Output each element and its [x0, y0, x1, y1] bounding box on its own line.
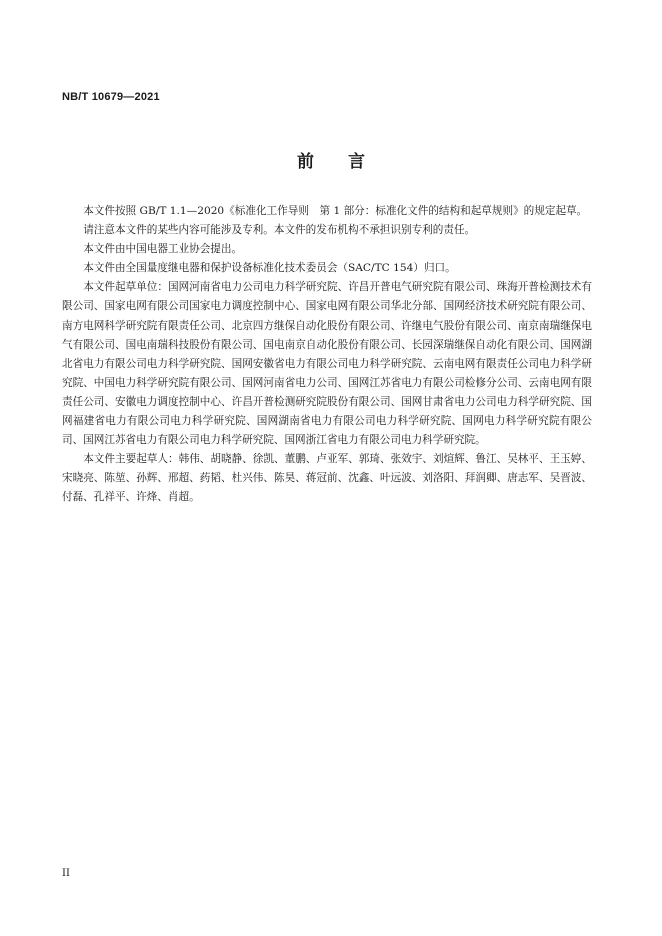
paragraph-drafters: 本文件主要起草人：韩伟、胡晓静、徐凯、董鹏、卢亚军、郭琦、张效宇、刘煊辉、鲁江、吴林平、王玉婷、宋晓亮、陈堃、孙辉、邢超、药韬、杜兴伟、陈昊、蒋冠前、沈鑫、叶远波、刘洛阳、拜润卿、唐志军、吴晋波、付磊、孔祥平、许烽、肖超。: [62, 453, 592, 504]
paragraph-patent-notice: 请注意本文件的某些内容可能涉及专利。本文件的发布机构不承担识别专利的责任。: [83, 224, 476, 237]
page-title: 前 言: [297, 152, 365, 172]
paragraph-committee: 本文件由全国量度继电器和保护设备标准化技术委员会（SAC/TC 154）归口。: [83, 262, 456, 275]
standard-number: NB/T 10679—2021: [62, 91, 160, 103]
paragraph-drafting-rules: 本文件按照 GB/T 1.1—2020《标准化工作导则 第 1 部分：标准化文件的结构和起草规则》的规定起草。: [83, 205, 588, 217]
foreword-body: [62, 202, 592, 508]
paragraph-drafting-units: 本文件起草单位：国网河南省电力公司电力科学研究院、许昌开普电气研究院有限公司、珠海开普检测技术有限公司、国家电网有限公司国家电力调度控制中心、国家电网有限公司华北分部、国网经济技术研究院有限公司、南方电网科学研究院有限责任公司、北京四方继保自动化股份有限公司、许继电气股份有限公司、南京南瑞继保电气有限公司、国电南瑞科技股份有限公司、国电南京自动化股份有限公司、长园深瑞继保自动化有限公司、国网湖北省电力有限公司电力科学研究院、国网安徽省电力有限公司电力科学研究院、云南电网有限责任公司电力科学研究院、中国电力科学研究院有限公司、国网河南省电力公司、国网江苏省电力有限公司检修分公司、云南电网有限责任公司、安徽电力调度控制中心、许昌开普检测研究院股份有限公司、国网甘肃省电力公司电力科学研究院、国网福建省电力有限公司电力科学研究院、国网湖南省电力有限公司电力科学研究院、国网电力科学研究院有限公司、国网江苏省电力有限公司电力科学研究院、国网浙江省电力有限公司电力科学研究院。: [62, 281, 592, 447]
page-number: II: [62, 868, 70, 879]
paragraph-proposer: 本文件由中国电器工业协会提出。: [83, 243, 243, 256]
